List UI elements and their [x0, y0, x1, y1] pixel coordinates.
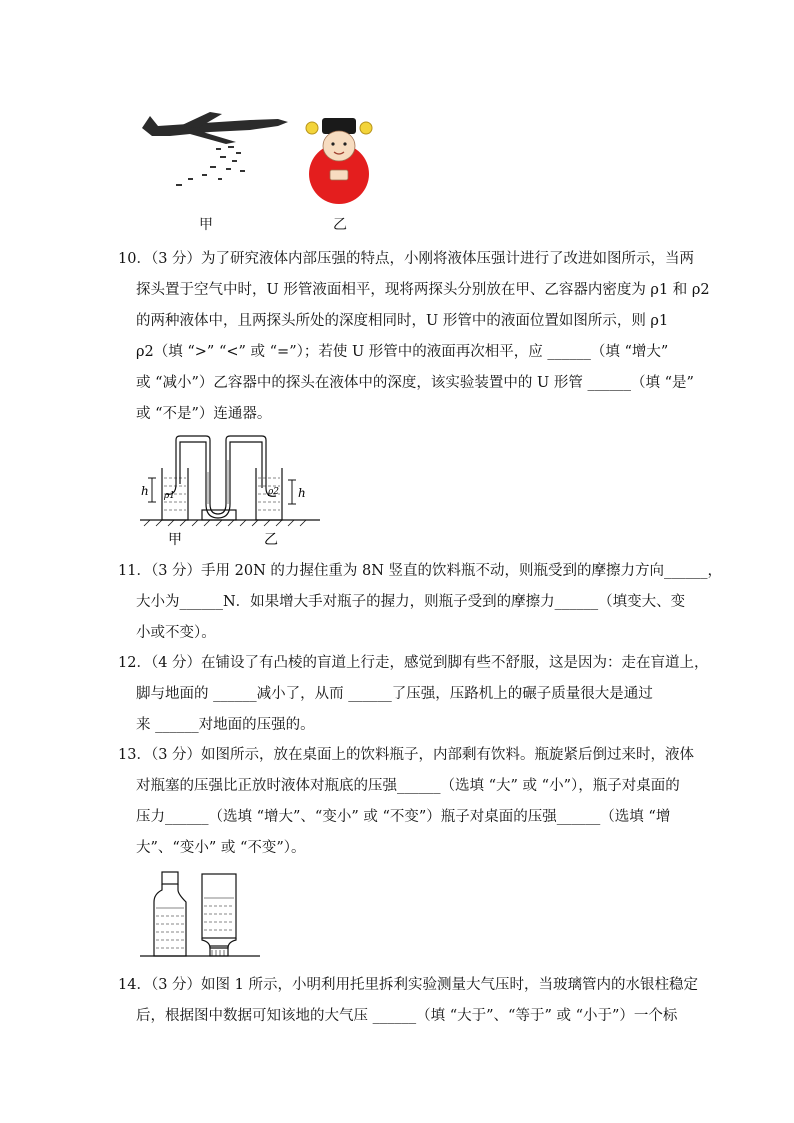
question-line: 来 ______对地面的压强的。: [136, 717, 315, 733]
question-line: 13．（3 分）如图所示，放在桌面上的饮料瓶子，内部剩有饮料。瓶旋紧后倒过来时，液体: [118, 747, 695, 763]
question-line: 12．（4 分）在铺设了有凸棱的盲道上行走，感觉到脚有些不舒服，这是因为：走在盲道上，: [118, 655, 709, 671]
h-label: h: [298, 486, 306, 500]
question-line: 压力______（选填 “增大”、“变小” 或 “不变”）瓶子对桌面的压强______（选填 “增: [136, 809, 671, 825]
question-11: [118, 556, 723, 649]
rho2-label: ρ2: [268, 487, 280, 497]
question-12: [118, 648, 709, 741]
question-line: 小或不变）。: [136, 625, 216, 641]
figure-label-jia: 甲: [168, 532, 182, 548]
question-line: ρ2（填 “>” “<” 或 “=”）；若使 U 形管中的液面再次相平，应 ______（填 “增大”: [136, 344, 669, 360]
question-line: 探头置于空气中时，U 形管液面相平，现将两探头分别放在甲、乙容器内密度为 ρ1 和 ρ2: [136, 282, 710, 298]
figure-caption-yi: 乙: [333, 217, 347, 233]
rho1-label: ρ1: [164, 491, 176, 501]
question-line: 或 “减小”）乙容器中的探头在液体中的深度，该实验装置中的 U 形管 ______（填 “是”: [136, 375, 694, 391]
figure-label-yi: 乙: [264, 532, 278, 548]
figure-caption-jia: 甲: [199, 217, 213, 233]
h-label: h: [141, 484, 149, 498]
bottles-figure: [140, 868, 260, 964]
question-13: [118, 740, 695, 864]
question-line: 的两种液体中，且两探头所处的深度相同时，U 形管中的液面位置如图所示，则 ρ1: [136, 313, 669, 329]
question-14: [118, 970, 698, 1032]
airplane-figure: [140, 108, 300, 196]
question-line: 10．（3 分）为了研究液体内部压强的特点，小刚将液体压强计进行了改进如图所示，当两: [118, 251, 695, 267]
question-line: 对瓶塞的压强比正放时液体对瓶底的压强______（选填 “大” 或 “小”），瓶子对桌面的: [136, 778, 680, 794]
question-line: 或 “不是”）连通器。: [136, 406, 272, 422]
question-line: 脚与地面的 ______减小了，从而 ______了压强，压路机上的碾子质量很大是通过: [136, 686, 653, 702]
question-line: 大”、“变小” 或 “不变”）。: [136, 840, 306, 856]
u-tube-pressure-figure: [140, 432, 320, 552]
question-10: [118, 244, 710, 430]
question-line: 14．（3 分）如图 1 所示，小明利用托里拆利实验测量大气压时，当玻璃管内的水银柱稳定: [118, 977, 698, 993]
question-line: 大小为______N．如果增大手对瓶子的握力，则瓶子受到的摩擦力______（填变大、变: [136, 594, 686, 610]
question-line: 后，根据图中数据可知该地的大气压 ______（填 “大于”、“等于” 或 “小于”）一个标: [136, 1008, 678, 1024]
question-line: 11．（3 分）手用 20N 的力握住重为 8N 竖直的饮料瓶不动，则瓶受到的摩擦力方向______，: [118, 563, 723, 579]
cartoon-figure: [296, 112, 382, 204]
